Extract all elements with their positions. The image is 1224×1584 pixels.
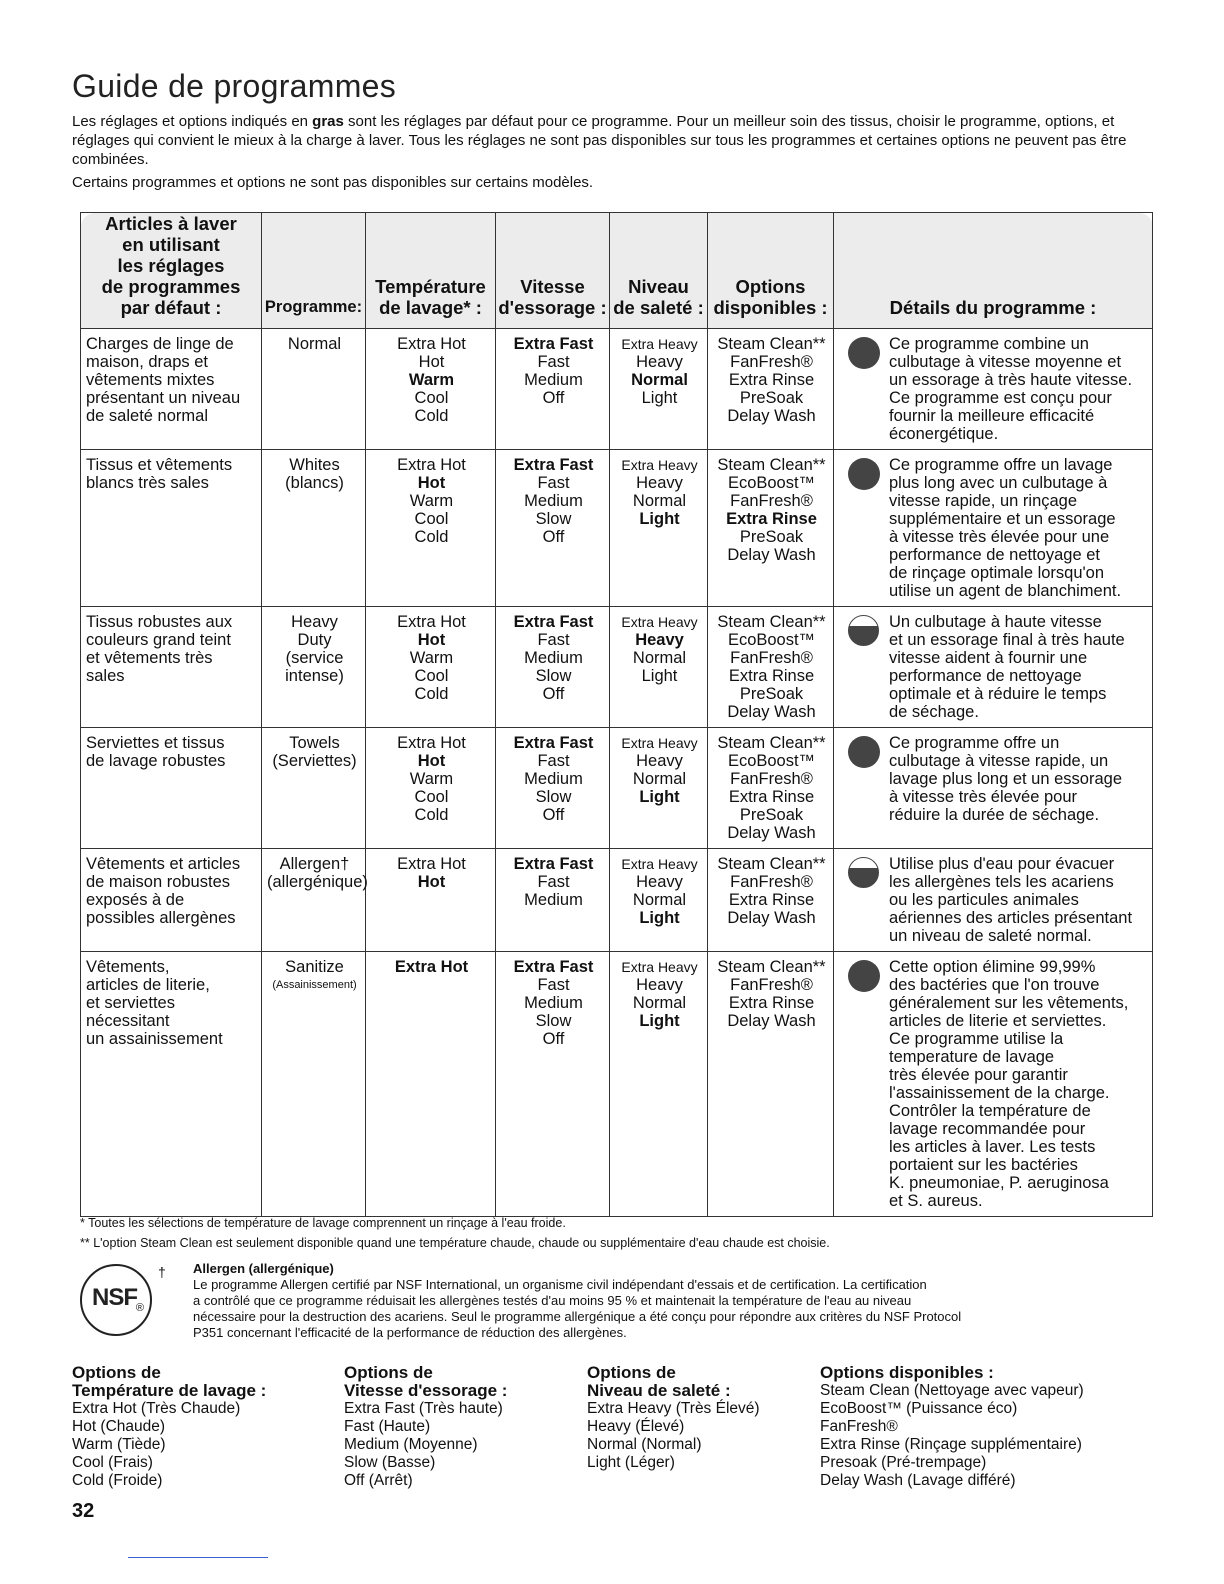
cell-line: (Assainissement) bbox=[272, 979, 357, 991]
cell-line: Warm bbox=[408, 371, 455, 389]
cell-line: Fast bbox=[537, 873, 570, 891]
header-niveau bbox=[610, 213, 708, 329]
spin-cell bbox=[496, 728, 610, 849]
cell-line: Delay Wash bbox=[727, 1012, 816, 1030]
cell-line: possibles allergènes bbox=[86, 909, 236, 927]
cell-line: (service bbox=[285, 649, 344, 667]
cell-line: et un essorage final à très haute bbox=[889, 631, 1125, 649]
cell-line: Medium bbox=[524, 891, 583, 909]
table-row bbox=[81, 849, 1153, 952]
cell-line: de lavage robustes bbox=[86, 752, 226, 770]
allergen-heading: Allergen (allergénique) bbox=[193, 1261, 334, 1276]
cell-line: Hot bbox=[418, 353, 445, 371]
cell-line: Heavy bbox=[636, 873, 683, 891]
cell-line: Fast bbox=[537, 752, 570, 770]
cell-line: Cool bbox=[414, 788, 449, 806]
cell-line: lavage plus long et un essorage bbox=[889, 770, 1122, 788]
cell-line: de saleté : bbox=[613, 297, 704, 318]
cell-line: Off bbox=[542, 806, 565, 824]
cell-line: Normal bbox=[631, 371, 688, 389]
cell-line: aériennes des articles présentant bbox=[889, 909, 1133, 927]
cell-line: Extra Heavy bbox=[621, 614, 698, 630]
articles-cell bbox=[81, 607, 262, 728]
cell-line: à vitesse très élevée pour une bbox=[889, 528, 1110, 546]
cell-line: réduire la durée de séchage. bbox=[889, 806, 1100, 824]
cell-line: de lavage* : bbox=[379, 297, 482, 318]
cell-line: Off bbox=[542, 528, 565, 546]
cell-line: Ce programme utilise la bbox=[889, 1030, 1064, 1048]
cell-line: (blancs) bbox=[285, 474, 344, 492]
soil-cell bbox=[610, 728, 708, 849]
cell-line: de programmes bbox=[101, 276, 241, 297]
table-row bbox=[81, 329, 1153, 450]
cell-line: Serviettes et tissus bbox=[86, 734, 225, 752]
cell-line: articles de literie et serviettes. bbox=[889, 1012, 1107, 1030]
cell-line: Normal bbox=[632, 492, 687, 510]
cell-line: PreSoak bbox=[739, 528, 804, 546]
cell-line: à vitesse très élevée pour bbox=[889, 788, 1078, 806]
cell-line: par défaut : bbox=[120, 297, 222, 318]
cell-line: Heavy bbox=[635, 631, 684, 649]
details-cell bbox=[834, 329, 1153, 450]
cell-line: Heavy bbox=[636, 976, 683, 994]
cell-line: un assainissement bbox=[86, 1030, 223, 1048]
cell-line: Medium bbox=[524, 492, 583, 510]
programme-cell bbox=[262, 728, 366, 849]
cell-line: nécessitant bbox=[86, 1012, 170, 1030]
cell-line: Hot bbox=[417, 474, 446, 492]
cell-line: Delay Wash bbox=[727, 407, 816, 425]
cell-line: Normal bbox=[632, 994, 687, 1012]
soil-cell bbox=[610, 450, 708, 607]
soil-cell bbox=[610, 329, 708, 450]
cell-line: Options bbox=[735, 276, 806, 297]
cell-line: ou les particules animales bbox=[889, 891, 1079, 909]
header-options bbox=[708, 213, 834, 329]
details-cell bbox=[834, 450, 1153, 607]
articles-cell bbox=[81, 952, 262, 1217]
cell-line: blancs très sales bbox=[86, 474, 209, 492]
soil-cell bbox=[610, 849, 708, 952]
cell-line: Whites bbox=[289, 456, 340, 474]
cell-line: vitesse aident à fournir une bbox=[889, 649, 1088, 667]
cell-line: couleurs grand teint bbox=[86, 631, 231, 649]
cell-line: Steam Clean** bbox=[717, 958, 826, 976]
cell-line: Steam Clean** bbox=[717, 456, 826, 474]
cell-line: Vêtements et articles bbox=[86, 855, 241, 873]
page-title: Guide de programmes bbox=[72, 68, 397, 104]
temperature-options-list: Options de Température de lavage : Extra Hot (Très Chaude) Hot (Chaude) Warm (Tiède) Cool (Frais) Cold (Froide) bbox=[72, 1363, 267, 1489]
cell-line: Heavy bbox=[636, 474, 683, 492]
cell-line: Delay Wash bbox=[727, 546, 816, 564]
programme-cell bbox=[262, 849, 366, 952]
cell-line: Fast bbox=[537, 353, 570, 371]
cell-line: Utilise plus d'eau pour évacuer bbox=[889, 855, 1115, 873]
cell-line: Vitesse bbox=[520, 276, 585, 297]
cell-line: Cold bbox=[414, 806, 449, 824]
cell-line: Slow bbox=[535, 510, 572, 528]
full-fill-indicator-icon bbox=[848, 337, 880, 369]
cell-line: temperature de lavage bbox=[889, 1048, 1055, 1066]
spin-cell bbox=[496, 450, 610, 607]
cell-line: Cool bbox=[414, 510, 449, 528]
details-cell bbox=[834, 952, 1153, 1217]
cell-line: Extra Rinse bbox=[728, 788, 815, 806]
cell-line: Extra Hot bbox=[397, 335, 466, 353]
programme-cell bbox=[262, 329, 366, 450]
cell-line: Medium bbox=[524, 371, 583, 389]
programme-cell bbox=[262, 450, 366, 607]
options-cell bbox=[708, 329, 834, 450]
cell-line: Light bbox=[641, 667, 678, 685]
intro-paragraph-2: Certains programmes et options ne sont pas disponibles sur certains modèles. bbox=[72, 174, 594, 191]
cell-line: Delay Wash bbox=[727, 824, 816, 842]
cell-line: un niveau de saleté normal. bbox=[889, 927, 1092, 945]
cell-line: de maison robustes bbox=[86, 873, 230, 891]
cell-line: Extra Rinse bbox=[726, 510, 817, 528]
options-cell bbox=[708, 607, 834, 728]
soil-options-list: Options de Niveau de saleté : Extra Heavy (Très Élevé) Heavy (Élevé) Normal (Normal) Light (Léger) bbox=[587, 1363, 760, 1471]
header-vitesse bbox=[496, 213, 610, 329]
cell-line: (allergénique) bbox=[267, 873, 368, 891]
cell-line: PreSoak bbox=[739, 806, 804, 824]
cell-line: FanFresh® bbox=[730, 873, 813, 891]
cell-line: d'essorage : bbox=[498, 297, 607, 318]
cell-line: performance de nettoyage bbox=[889, 667, 1082, 685]
cell-line: les allergènes tels les acariens bbox=[889, 873, 1114, 891]
cell-line: Medium bbox=[524, 649, 583, 667]
cell-line: FanFresh® bbox=[730, 492, 813, 510]
cell-line: Heavy bbox=[636, 752, 683, 770]
cell-line: éconergétique. bbox=[889, 425, 999, 443]
cell-line: Tissus robustes aux bbox=[86, 613, 233, 631]
cell-line: Steam Clean** bbox=[717, 855, 826, 873]
details-cell bbox=[834, 607, 1153, 728]
options-cell bbox=[708, 450, 834, 607]
cell-line: Hot bbox=[417, 752, 446, 770]
bottom-rule bbox=[128, 1557, 268, 1558]
cell-line: Extra Rinse bbox=[728, 891, 815, 909]
cell-line: généralement sur les vêtements, bbox=[889, 994, 1129, 1012]
cell-line: Steam Clean** bbox=[717, 613, 826, 631]
table-header-row bbox=[81, 213, 1153, 329]
full-fill-indicator-icon bbox=[848, 458, 880, 490]
available-options-list: Options disponibles : Steam Clean (Nettoyage avec vapeur) EcoBoost™ (Puissance éco) FanFresh® Extra Rinse (Rinçage supplémentaire) Presoak (Pré-trempage) Delay Wash (Lavage différé) bbox=[820, 1363, 1084, 1489]
cell-line: Extra Heavy bbox=[621, 959, 698, 975]
cell-line: Normal bbox=[632, 649, 687, 667]
cell-line: EcoBoost™ bbox=[727, 752, 816, 770]
cell-line: plus long avec un culbutage à bbox=[889, 474, 1108, 492]
cell-line: Light bbox=[639, 909, 680, 927]
cell-line: Cool bbox=[414, 389, 449, 407]
cell-line: Allergen† bbox=[279, 855, 350, 873]
cell-line: Vêtements, bbox=[86, 958, 170, 976]
cell-line: Light bbox=[639, 510, 680, 528]
cell-line: Cool bbox=[414, 667, 449, 685]
full-fill-indicator-icon bbox=[848, 736, 880, 768]
cell-line: l'assainissement de la charge. bbox=[889, 1084, 1110, 1102]
cell-line: Light bbox=[639, 1012, 680, 1030]
cell-line: FanFresh® bbox=[730, 649, 813, 667]
cell-line: Extra Fast bbox=[513, 613, 594, 631]
cell-line: Hot bbox=[417, 873, 446, 891]
cell-line: intense) bbox=[285, 667, 344, 685]
half-fill-indicator-icon bbox=[848, 615, 879, 646]
cell-line: de saleté normal bbox=[86, 407, 208, 425]
cell-line: disponibles : bbox=[713, 297, 828, 318]
cell-line: les réglages bbox=[117, 255, 225, 276]
cell-line: présentant un niveau bbox=[86, 389, 241, 407]
spin-cell bbox=[496, 607, 610, 728]
cell-line: Sanitize bbox=[285, 958, 344, 976]
cell-line: Slow bbox=[535, 1012, 572, 1030]
cell-line: Cold bbox=[414, 685, 449, 703]
footnotes bbox=[80, 1213, 1160, 1253]
cell-line: Towels bbox=[289, 734, 340, 752]
cell-line: Slow bbox=[535, 788, 572, 806]
cell-line: lavage recommandée pour bbox=[889, 1120, 1086, 1138]
cell-line: Extra Fast bbox=[513, 734, 594, 752]
cell-line: Extra Heavy bbox=[621, 336, 698, 352]
options-cell bbox=[708, 952, 834, 1217]
cell-line: et serviettes bbox=[86, 994, 175, 1012]
cell-line: Heavy bbox=[291, 613, 338, 631]
cell-line: Extra Heavy bbox=[621, 457, 698, 473]
cell-line: Tissus et vêtements bbox=[86, 456, 233, 474]
programme-table bbox=[80, 212, 1153, 1217]
cell-line: Medium bbox=[524, 994, 583, 1012]
cell-line: et vêtements très bbox=[86, 649, 213, 667]
cell-line: fournir la meilleure efficacité bbox=[889, 407, 1095, 425]
cell-line: Ce programme offre un bbox=[889, 734, 1060, 752]
cell-line: (Serviettes) bbox=[272, 752, 357, 770]
articles-cell bbox=[81, 849, 262, 952]
details-cell bbox=[834, 849, 1153, 952]
spin-cell bbox=[496, 952, 610, 1217]
cell-line: Cette option élimine 99,99% bbox=[889, 958, 1096, 976]
temperature-cell bbox=[366, 728, 496, 849]
cell-line: PreSoak bbox=[739, 685, 804, 703]
intro-text bbox=[72, 112, 1142, 196]
cell-line: Delay Wash bbox=[727, 909, 816, 927]
cell-line: en utilisant bbox=[122, 234, 220, 255]
cell-line: et S. aureus. bbox=[889, 1192, 983, 1210]
cell-line: vêtements mixtes bbox=[86, 371, 215, 389]
header-details: Détails du programme : bbox=[834, 213, 1153, 329]
cell-line: sales bbox=[86, 667, 125, 685]
articles-cell bbox=[81, 728, 262, 849]
temperature-cell bbox=[366, 952, 496, 1217]
articles-cell bbox=[81, 329, 262, 450]
cell-line: Articles à laver bbox=[105, 213, 237, 234]
soil-cell bbox=[610, 952, 708, 1217]
nsf-logo: NSF ® bbox=[80, 1264, 152, 1336]
cell-line: Warm bbox=[409, 492, 454, 510]
cell-line: Niveau bbox=[628, 276, 689, 297]
cell-line: Steam Clean** bbox=[717, 335, 826, 353]
cell-line: Extra Hot bbox=[394, 958, 469, 976]
cell-line: culbutage à vitesse rapide, un bbox=[889, 752, 1109, 770]
options-cell bbox=[708, 849, 834, 952]
footnote-temperature: * Toutes les sélections de température de lavage comprennent un rinçage à l'eau froide. bbox=[80, 1216, 566, 1230]
cell-line: très élevée pour garantir bbox=[889, 1066, 1068, 1084]
cell-line: un essorage à très haute vitesse. bbox=[889, 371, 1133, 389]
full-fill-indicator-icon bbox=[848, 960, 880, 992]
cell-line: Extra Heavy bbox=[621, 856, 698, 872]
cell-line: FanFresh® bbox=[730, 976, 813, 994]
cell-line: Light bbox=[641, 389, 678, 407]
table-row bbox=[81, 952, 1153, 1217]
cell-line: optimale et à réduire le temps bbox=[889, 685, 1107, 703]
cell-line: maison, draps et bbox=[86, 353, 208, 371]
cell-line: Extra Hot bbox=[397, 456, 466, 474]
cell-line: Warm bbox=[409, 649, 454, 667]
cell-line: Extra Heavy bbox=[621, 735, 698, 751]
details-cell bbox=[834, 728, 1153, 849]
cell-line: Fast bbox=[537, 631, 570, 649]
cell-line: utilise un agent de blanchiment. bbox=[889, 582, 1122, 600]
cell-line: culbutage à vitesse moyenne et bbox=[889, 353, 1122, 371]
table-row bbox=[81, 607, 1153, 728]
cell-line: Extra Hot bbox=[397, 613, 466, 631]
allergen-note: Allergen (allergénique) Le programme Allergen certifié par NSF International, un organisme civil indépendant d'essais et de certification. La certification a contrôlé que ce programme réduisait les allergènes testés d'au moins 95 % et maintenait la température de l'eau au niveau nécessaire pour la destruction des acariens. Seul le programme allergénique a été conçu pour répondre aux critères du NSF Protocol P351 concernant l'efficacité de la performance de réduction des allergènes. bbox=[193, 1261, 1143, 1341]
spin-options-list: Options de Vitesse d'essorage : Extra Fast (Très haute) Fast (Haute) Medium (Moyenne) Slow (Basse) Off (Arrêt) bbox=[344, 1363, 508, 1489]
table-row bbox=[81, 728, 1153, 849]
cell-line: Extra Fast bbox=[513, 335, 594, 353]
cell-line: Charges de linge de bbox=[86, 335, 234, 353]
intro-paragraph-1: Les réglages et options indiqués en gras sont les réglages par défaut pour ce programme. Pour un meilleur soin des tissus, choisir le programme, options, et réglages qui convient le mieux à la charge à laver. Tous les réglages ne sont pas disponibles sur tous les programmes et certaines options ne peuvent pas être combinées. bbox=[72, 113, 1127, 168]
cell-line: Extra Fast bbox=[513, 456, 594, 474]
cell-line: Un culbutage à haute vitesse bbox=[889, 613, 1102, 631]
temperature-cell bbox=[366, 849, 496, 952]
cell-line: Température bbox=[375, 276, 486, 297]
cell-line: des bactéries que l'on trouve bbox=[889, 976, 1100, 994]
cell-line: performance de nettoyage et bbox=[889, 546, 1100, 564]
cell-line: Extra Fast bbox=[513, 958, 594, 976]
header-temperature bbox=[366, 213, 496, 329]
cell-line: Ce programme offre un lavage bbox=[889, 456, 1113, 474]
cell-line: articles de literie, bbox=[86, 976, 210, 994]
header-articles bbox=[81, 213, 262, 329]
cell-line: EcoBoost™ bbox=[727, 631, 816, 649]
cell-line: Duty bbox=[297, 631, 332, 649]
spin-cell bbox=[496, 849, 610, 952]
cell-line: Ce programme est conçu pour bbox=[889, 389, 1112, 407]
cell-line: Extra Fast bbox=[513, 855, 594, 873]
cell-line: Normal bbox=[632, 891, 687, 909]
cell-line: FanFresh® bbox=[730, 770, 813, 788]
cell-line: Fast bbox=[537, 474, 570, 492]
table-row bbox=[81, 450, 1153, 607]
cell-line: Cold bbox=[414, 528, 449, 546]
cell-line: Extra Rinse bbox=[728, 994, 815, 1012]
cell-line: portaient sur les bactéries bbox=[889, 1156, 1078, 1174]
temperature-cell bbox=[366, 607, 496, 728]
dagger-mark: † bbox=[158, 1264, 166, 1280]
half-fill-indicator-icon bbox=[848, 857, 879, 888]
cell-line: vitesse rapide, un rinçage bbox=[889, 492, 1078, 510]
options-cell bbox=[708, 728, 834, 849]
temperature-cell bbox=[366, 329, 496, 450]
spin-cell bbox=[496, 329, 610, 450]
header-programme: Programme: bbox=[262, 213, 366, 329]
cell-line: Heavy bbox=[636, 353, 683, 371]
temperature-cell bbox=[366, 450, 496, 607]
cell-line: Hot bbox=[417, 631, 446, 649]
soil-cell bbox=[610, 607, 708, 728]
cell-line: Ce programme combine un bbox=[889, 335, 1089, 353]
cell-line: supplémentaire et un essorage bbox=[889, 510, 1116, 528]
cell-line: Fast bbox=[537, 976, 570, 994]
cell-line: Off bbox=[542, 389, 565, 407]
cell-line: PreSoak bbox=[739, 389, 804, 407]
footnote-steam-clean: ** L'option Steam Clean est seulement disponible quand une température chaude, chaude ou supplémentaire d'eau chaude est choisie. bbox=[80, 1236, 830, 1250]
cell-line: EcoBoost™ bbox=[727, 474, 816, 492]
cell-line: Extra Rinse bbox=[728, 371, 815, 389]
articles-cell bbox=[81, 450, 262, 607]
cell-line: Warm bbox=[409, 770, 454, 788]
cell-line: K. pneumoniae, P. aeruginosa bbox=[889, 1174, 1109, 1192]
cell-line: Off bbox=[542, 1030, 565, 1048]
cell-line: Medium bbox=[524, 770, 583, 788]
cell-line: Normal bbox=[287, 335, 342, 353]
cell-line: Normal bbox=[632, 770, 687, 788]
cell-line: Off bbox=[542, 685, 565, 703]
cell-line: de séchage. bbox=[889, 703, 979, 721]
cell-line: exposés à de bbox=[86, 891, 185, 909]
programme-cell bbox=[262, 607, 366, 728]
cell-line: de rinçage optimale lorsqu'on bbox=[889, 564, 1105, 582]
cell-line: Contrôler la température de bbox=[889, 1102, 1091, 1120]
cell-line: Extra Hot bbox=[397, 734, 466, 752]
page-number: 32 bbox=[72, 1500, 95, 1522]
cell-line: les articles à laver. Les tests bbox=[889, 1138, 1096, 1156]
cell-line: Extra Hot bbox=[397, 855, 466, 873]
cell-line: Extra Rinse bbox=[728, 667, 815, 685]
programme-cell bbox=[262, 952, 366, 1217]
cell-line: Delay Wash bbox=[727, 703, 816, 721]
cell-line: Cold bbox=[414, 407, 449, 425]
cell-line: Light bbox=[639, 788, 680, 806]
cell-line: Steam Clean** bbox=[717, 734, 826, 752]
cell-line: FanFresh® bbox=[730, 353, 813, 371]
cell-line: Slow bbox=[535, 667, 572, 685]
